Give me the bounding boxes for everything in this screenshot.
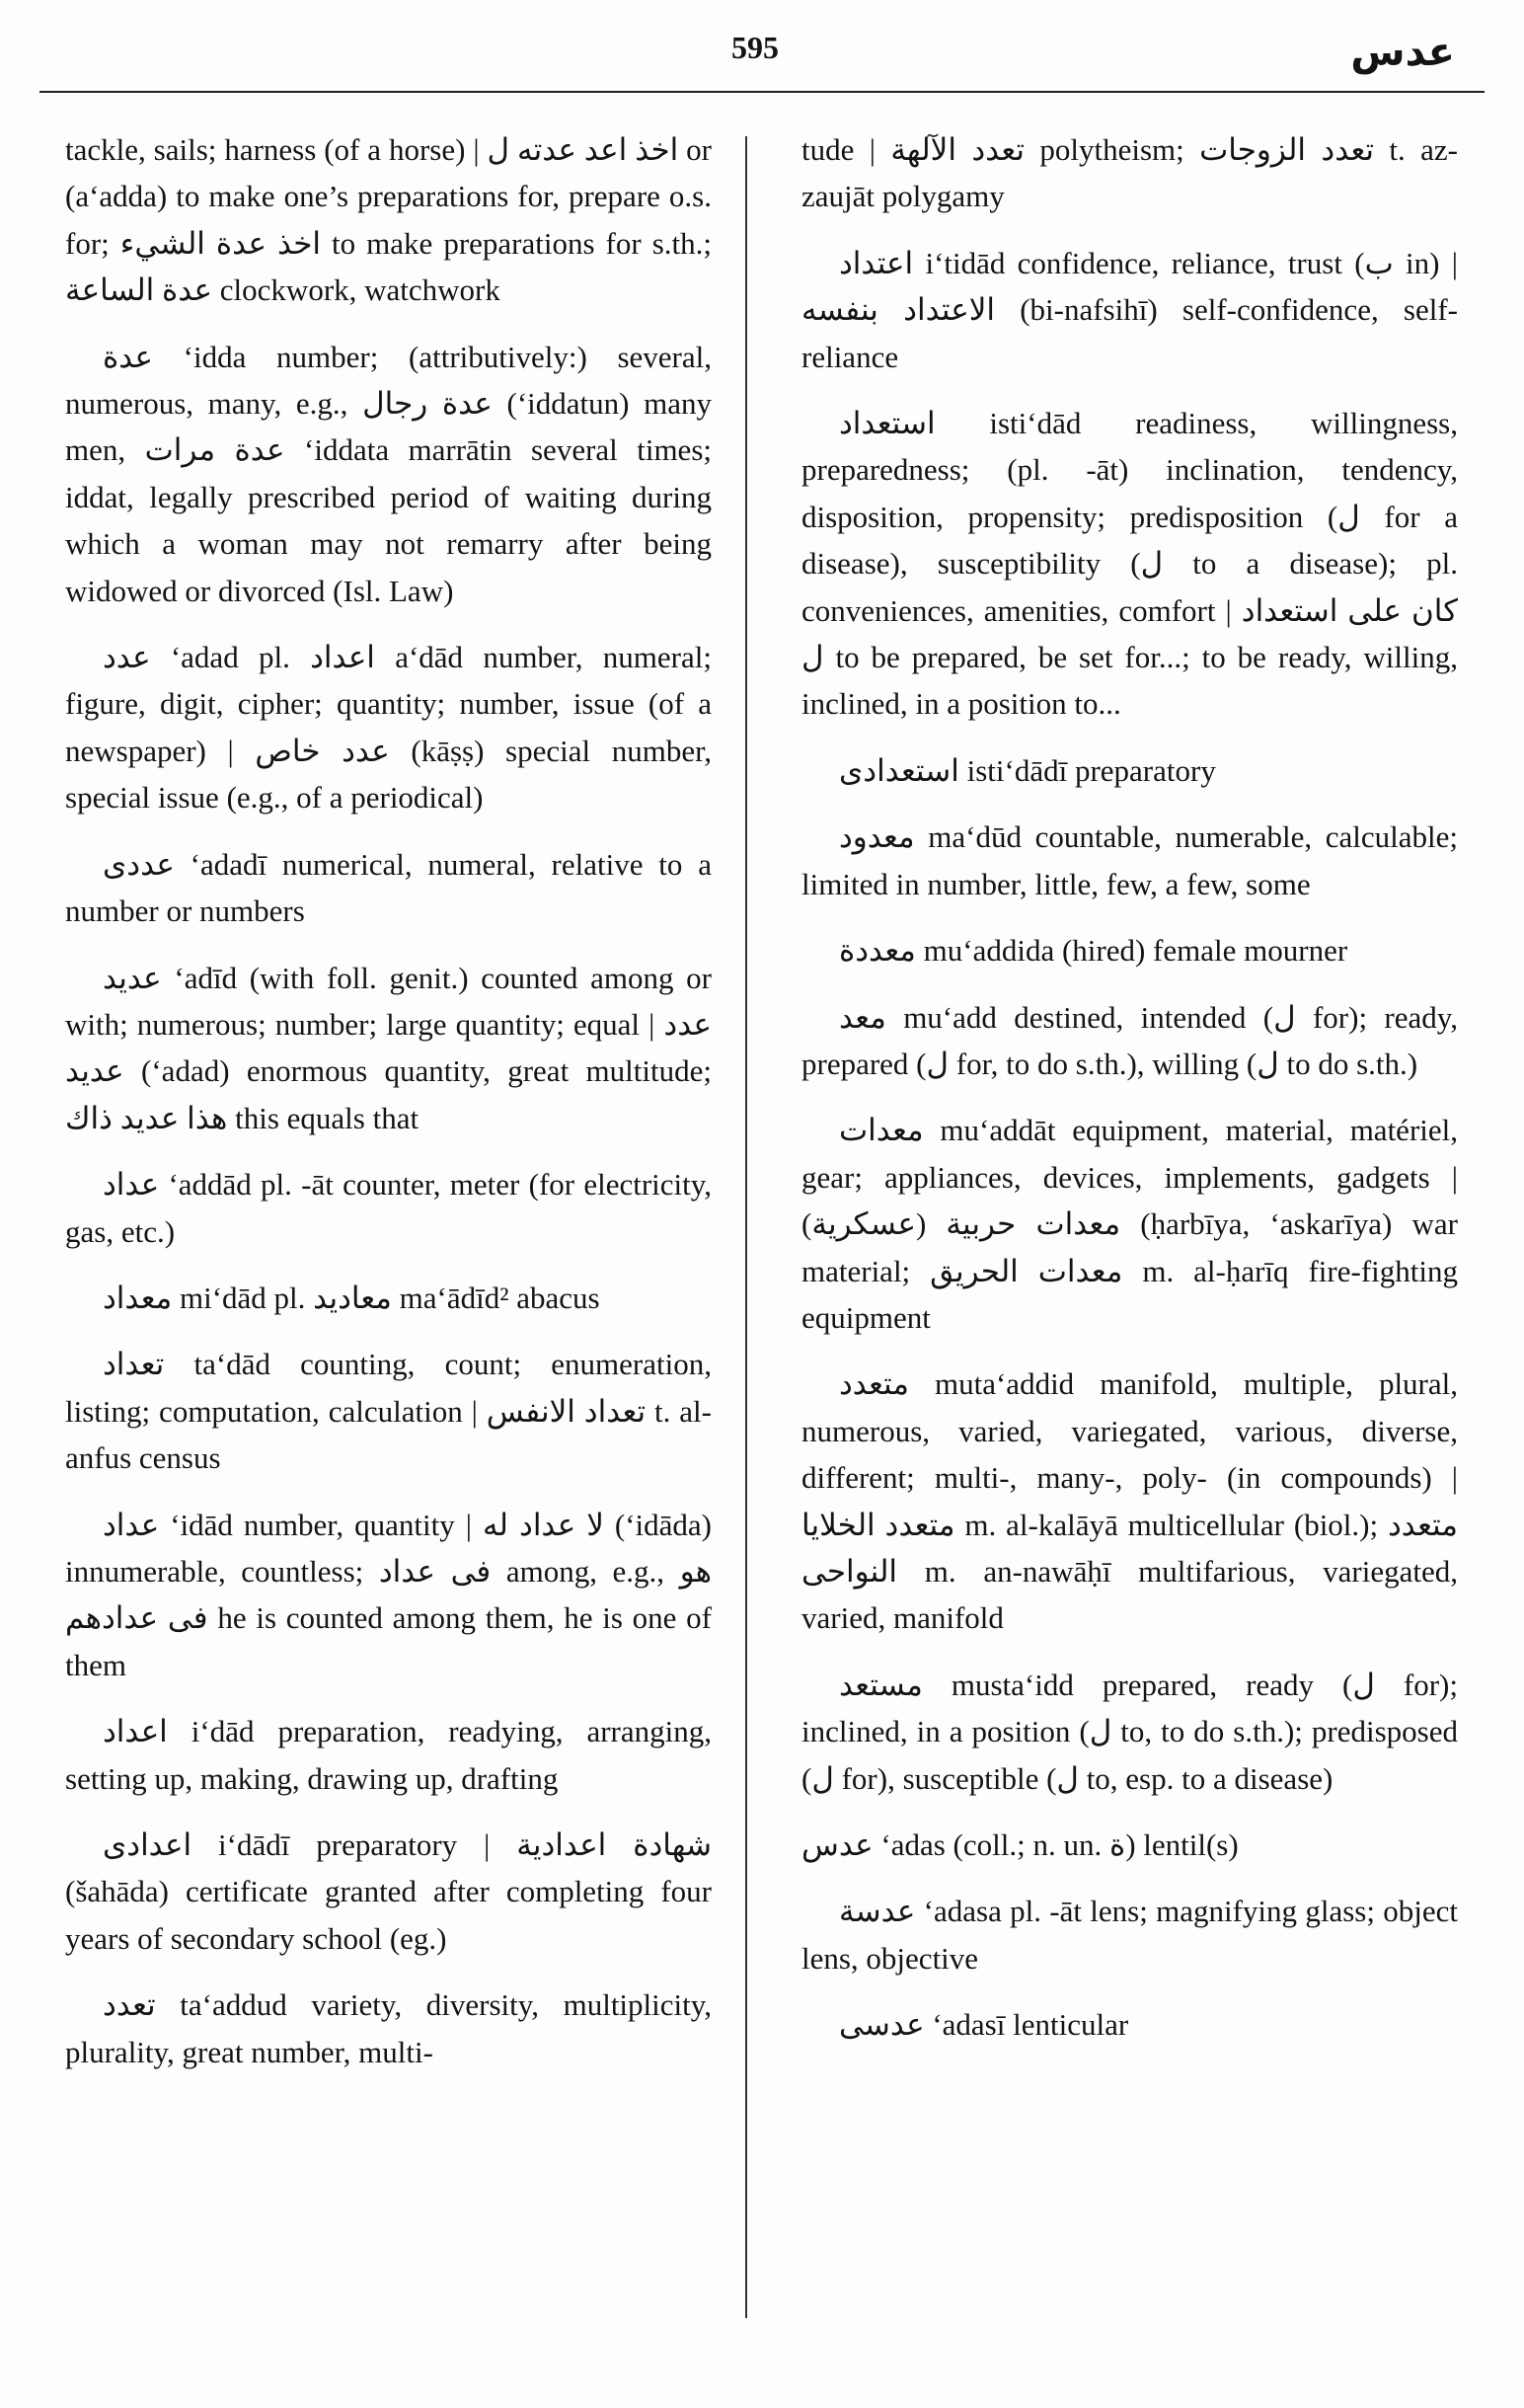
entry-continuation: tackle, sails; harness (of a horse) | اخذ اعد عدته ل or (a‘adda) to make one’s preparations for, prepare o.s. for; اخذ عدة الشيء to make preparations for s.th.; عدة الساعة clockwork, watchwork — [65, 132, 712, 308]
entry-mustaidd: مستعد musta‘idd prepared, ready (ل for); inclined, in a position (ل to, to do s.th.); predisposed (ل for), susceptible (ل to, esp. to a disease) — [801, 1667, 1458, 1796]
entry-adadi: عددى ‘adadī numerical, numeral, relative to a number or numbers — [65, 846, 712, 929]
entry-idda: عدة ‘idda number; (attributively:) several, numerous, many, e.g., عدة رجال (‘iddatun) many men, عدة مرات ‘iddata marrātin several times; iddat, legally prescribed period of waiting during which a woman may not remarry after being widowed or divorced (Isl. Law) — [65, 339, 712, 608]
entry-idad: عداد ‘idād number, quantity | لا عداد له (‘idāda) innumerable, countless; فى عداد among, e.g., هو فى عدادهم he is counted among them, he is one of them — [65, 1507, 712, 1682]
entry-istidad: استعداد isti‘dād readiness, willingness, preparedness; (pl. -āt) inclination, tendency, disposition, propensity; predisposition (ل for a disease), susceptibility (ل to a disease); pl. conveniences, amenities, comfort | كان على استعداد ل to be prepared, be set for...; to be ready, willing, inclined, in a position to... — [801, 406, 1458, 722]
entry-istidadi: استعدادى isti‘dādī preparatory — [839, 752, 1216, 788]
entry-adas-root: عدس ‘adas (coll.; n. un. ة) lentil(s) — [801, 1827, 1239, 1862]
entry-addad: عداد ‘addād pl. -āt counter, meter (for electricity, gas, etc.) — [65, 1167, 712, 1249]
entry-madud: معدود ma‘dūd countable, numerable, calculable; limited in number, little, few, a few, some — [801, 819, 1458, 901]
entry-tadad: تعداد ta‘dād counting, count; enumeration, listing; computation, calculation | تعداد الانفس t. al-anfus census — [65, 1347, 712, 1476]
header-rule — [39, 91, 1485, 93]
entry-mutaaddid: متعدد muta‘addid manifold, multiple, plural, numerous, varied, variegated, various, diverse, different; multi-, many-, poly- (in compounds) | متعدد الخلايا m. al-kalāyā multicellular (biol.); متعدد النواحى m. an-nawāḥī multifarious, variegated, varied, manifold — [801, 1366, 1458, 1636]
entry-midad: معداد mi‘dād pl. معاديد ma‘ādīd² abacus — [103, 1280, 600, 1315]
entry-taaddud: تعدد ta‘addud variety, diversity, multiplicity, plurality, great number, multi- — [65, 1987, 712, 2069]
entry-idad-preparation: اعداد i‘dād preparation, readying, arranging, setting up, making, drawing up, drafting — [65, 1714, 712, 1796]
column-divider — [745, 136, 747, 2318]
entry-muaddat: معدات mu‘addāt equipment, material, matériel, gear; appliances, devices, implements, gadgets | معدات حربية (عسكرية) (ḥarbīya, ‘askarīya) war material; معدات الحريق m. al-ḥarīq fire-fighting equipment — [801, 1113, 1458, 1335]
entry-idadi: اعدادى i‘dādī preparatory | شهادة اعدادية (šahāda) certificate granted after completing four years of secondary school (eg.) — [65, 1827, 712, 1956]
entry-adad: عدد ‘adad pl. اعداد a‘dād number, numeral; figure, digit, cipher; quantity; number, issue (of a newspaper) | عدد خاص (kāṣṣ) special number, special issue (e.g., of a periodical) — [65, 640, 712, 816]
entry-muadd: معد mu‘add destined, intended (ل for); ready, prepared (ل for, to do s.th.), willing (ل to do s.th.) — [801, 999, 1458, 1081]
right-column — [801, 126, 1458, 2068]
running-headword: عدس — [1350, 30, 1455, 75]
entry-muaddida: معددة mu‘addida (hired) female mourner — [839, 933, 1348, 969]
entry-adasi: عدسى ‘adasī lenticular — [839, 2007, 1129, 2043]
page-number: 595 — [731, 30, 779, 65]
entry-adid: عديد ‘adīd (with foll. genit.) counted among or with; numerous; number; large quantity; equal | عدد عديد (‘adad) enormous quantity, great multitude; هذا عديد ذاك this equals that — [65, 960, 712, 1135]
entry-itidad: اعتداد i‘tidād confidence, reliance, trust (ب in) | الاعتداد بنفسه (bi-nafsihī) self-confidence, self-reliance — [801, 245, 1458, 374]
entry-adasa: عدسة ‘adasa pl. -āt lens; magnifying glass; object lens, objective — [801, 1894, 1458, 1976]
entry-continuation: tude | تعدد الآلهة polytheism; تعدد الزوجات t. az-zaujāt polygamy — [801, 132, 1458, 214]
left-column — [65, 126, 712, 2095]
